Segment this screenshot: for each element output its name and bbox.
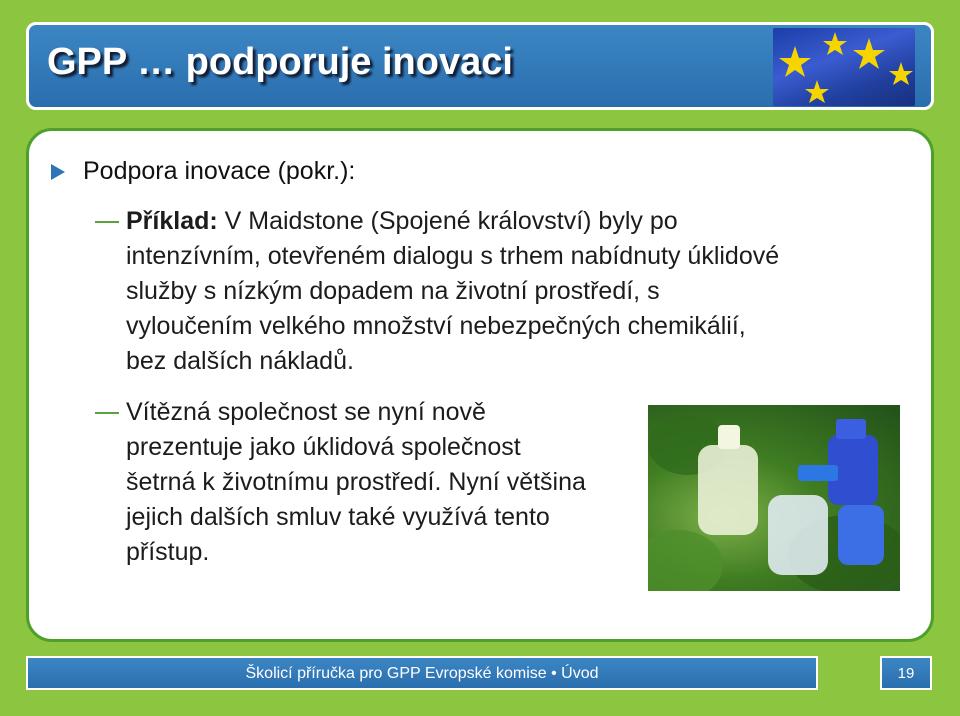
main-bullet-text: Podpora inovace (pokr.): xyxy=(83,157,356,185)
example-label: Příklad: xyxy=(126,207,218,235)
dash-bullet-icon xyxy=(95,221,119,223)
title-bar xyxy=(26,22,934,110)
page-number-box xyxy=(880,656,932,690)
page-number: 19 xyxy=(897,665,915,682)
star-icon xyxy=(779,46,811,77)
eu-stars-icon xyxy=(773,28,915,106)
outcome-paragraph: Vítězná společnost se nyní nově prezentuje jako úklidová společnost šetrná k životnímu prostředí. Nyní většina jejich dalších smluv také využívá tento přístup. xyxy=(126,398,586,566)
example-paragraph xyxy=(126,204,786,379)
footer-bar xyxy=(26,656,818,690)
bottles-illustration-icon xyxy=(648,405,900,591)
eu-flag-image xyxy=(773,28,915,106)
main-bullet xyxy=(51,157,355,186)
star-icon xyxy=(805,80,829,103)
star-icon xyxy=(853,38,885,69)
arrow-bullet-icon xyxy=(51,164,65,180)
star-icon xyxy=(889,62,913,85)
star-icon xyxy=(823,32,847,55)
example-text: V Maidstone (Spojené království) byly po intenzívním, otevřeném dialogu s trhem nabídnuty úklidové služby s nízkým dopadem na životní prostředí, s vyloučením velkého množství nebezpečných chemikálií, bez dalších nákladů. xyxy=(126,207,780,375)
slide-title: GPP … podporuje inovaci xyxy=(47,41,513,83)
content-panel xyxy=(26,128,934,642)
footer-text: Školicí příručka pro GPP Evropské komise • Úvod xyxy=(245,665,599,682)
dash-bullet-icon xyxy=(95,412,119,414)
cleaning-bottles-photo xyxy=(648,405,900,591)
